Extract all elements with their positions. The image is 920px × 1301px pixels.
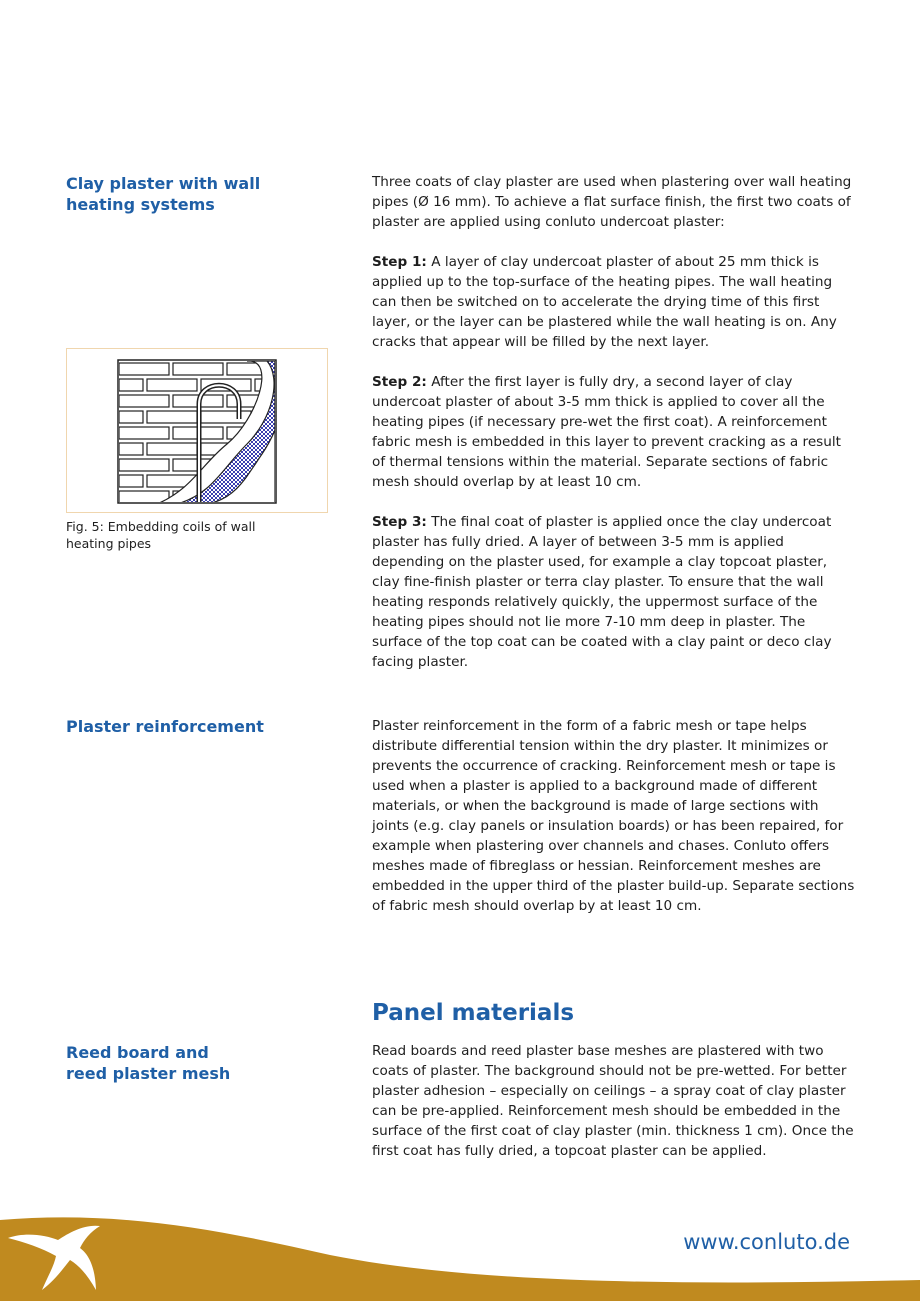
heading-clay-heating: Clay plaster with wall heating systems bbox=[66, 174, 261, 214]
step-2-paragraph bbox=[372, 372, 858, 492]
figure-caption: Fig. 5: Embedding coils of wall heating pipes bbox=[66, 519, 256, 551]
step-3-label: Step 3: bbox=[372, 514, 427, 530]
step-2-label: Step 2: bbox=[372, 374, 427, 390]
heading-plaster-reinforcement: Plaster reinforcement bbox=[66, 717, 264, 736]
reinforcement-text: Plaster reinforcement in the form of a fabric mesh or tape helps distribute differential tension within the dry plaster. It minimizes or prevents the occurrence of cracking. Reinforcement mesh or tape is used when a plaster is applied to a background made of different materials, or when the background is made of large sections with joints (e.g. clay panels or insulation boards) or has been repaired, for example when plastering over channels and chases. Conluto offers meshes made of fibreglass or hessian. Reinforcement meshes are embedded in the upper third of the plaster build-up. Separate sections of fabric mesh should overlap by at least 10 cm. bbox=[372, 718, 855, 914]
heading-reed-board: Reed board and reed plaster mesh bbox=[66, 1043, 231, 1083]
reinforcement-body bbox=[372, 716, 858, 916]
reed-board-text: Read boards and reed plaster base meshes are plastered with two coats of plaster. The background should not be pre-wetted. For better plaster adhesion – especially on ceilings – a spray coat of clay plaster can be pre-applied. Reinforcement mesh should be embedded in the surface of the first coat of clay plaster (min. thickness 1 cm). Once the first coat has fully dried, a topcoat plaster can be applied. bbox=[372, 1043, 854, 1159]
clay-heating-body bbox=[372, 172, 858, 672]
step-3-paragraph bbox=[372, 512, 858, 672]
footer-band bbox=[0, 1210, 920, 1301]
website-link[interactable]: www.conluto.de bbox=[683, 1230, 850, 1254]
step-1-paragraph bbox=[372, 252, 858, 352]
step-1-label: Step 1: bbox=[372, 254, 427, 270]
panel-materials-body bbox=[372, 1041, 858, 1161]
step-1-text: A layer of clay undercoat plaster of about 25 mm thick is applied up to the top-surface of the heating pipes. The wall heating can then be switched on to accelerate the drying time of this first layer, or the layer can be plastered while the wall heating is on. Any cracks that appear will be filled by the next layer. bbox=[372, 254, 837, 350]
wall-heating-illustration bbox=[117, 359, 277, 504]
figure-heating-pipes bbox=[66, 348, 328, 513]
step-2-text: After the first layer is fully dry, a second layer of clay undercoat plaster of about 3-5 mm thick is applied to cover all the heating pipes (if necessary pre-wet the first coat). A reinforcement fabric mesh is embedded in this layer to prevent cracking as a result of thermal tensions within the material. Separate sections of fabric mesh should overlap by at least 10 cm. bbox=[372, 374, 841, 490]
step-3-text: The final coat of plaster is applied once the clay undercoat plaster has fully dried. A layer of between 3-5 mm is applied depending on the plaster used, for example a clay topcoat plaster, clay fine-finish plaster or terra clay plaster. To ensure that the wall heating responds relatively quickly, the uppermost surface of the heating pipes should not lie more 7-10 mm deep in plaster. The surface of the top coat can be coated with a clay paint or deco clay facing plaster. bbox=[372, 514, 832, 670]
panel-materials-title: Panel materials bbox=[372, 1000, 575, 1026]
clay-heating-intro: Three coats of clay plaster are used when plastering over wall heating pipes (Ø 16 mm). To achieve a flat surface finish, the first two coats of plaster are applied using conluto undercoat plaster: bbox=[372, 174, 852, 230]
